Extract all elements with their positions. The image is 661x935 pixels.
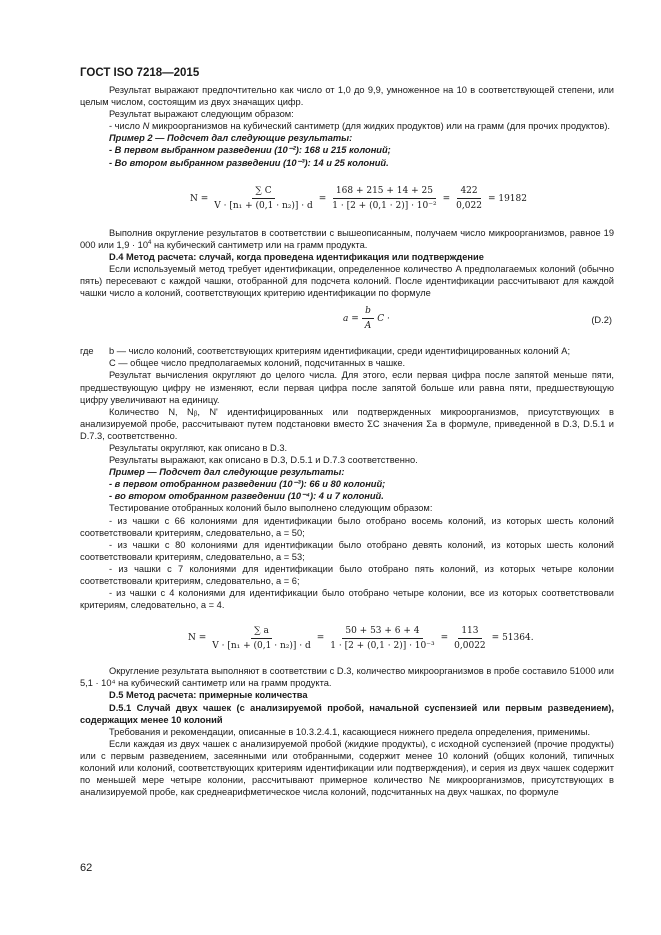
- paragraph: - из чашки с 66 колониями для идентификации было отобрано восемь колоний, из которых шесть колоний соответствовали критериям, следовательно, a = 50;: [80, 515, 614, 538]
- paragraph: Результат вычисления округляют до целого числа. Для этого, если первая цифра после запятой меньше пяти, предшествующую цифру не изменяют, если первая цифра после запятой больше или равна пяти, предшествующую цифру увеличивают на единицу.: [80, 370, 614, 405]
- exponent: 4: [148, 239, 152, 246]
- section-heading-d51: D.5.1 Случай двух чашек (с анализируемой пробой, начальной суспензией или первым разведением), содержащих менее 10 колоний: [80, 702, 614, 725]
- text-span: - число: [109, 121, 143, 132]
- formula-fraction: [329, 185, 439, 212]
- fraction-numerator: 113: [458, 625, 481, 639]
- document-header: ГОСТ ISO 7218—2015: [80, 67, 200, 79]
- text-span: Выполнив округление результатов в соответствии с вышеописанным, получаем число микроорганизмов, равное 19 000 или 1,9 · 10: [80, 227, 614, 250]
- fraction-numerator: 422: [457, 185, 480, 199]
- formula-fraction: [327, 625, 437, 652]
- example-title: Пример — Подсчет дал следующие результаты:: [109, 467, 345, 478]
- formula-lhs: N =: [188, 633, 207, 644]
- fraction-denominator: 0,022: [456, 201, 482, 212]
- fraction-denominator: V · [n₁ + (0,1 · n₂)] · d: [214, 201, 313, 212]
- paragraph: Тестирование отобранных колоний было выполнено следующим образом:: [109, 503, 433, 514]
- paragraph: Количество N, Nᵦ, N' идентифицированных или подтвержденных микроорганизмов, присутствующих в анализируемой пробе, рассчитывают путем подстановки вместо ΣC значения Σa в формуле, приведенной в D.3, D.5.1 и D.7.3, соответственно.: [80, 406, 614, 441]
- fraction-numerator: 168 + 215 + 14 + 25: [333, 185, 436, 199]
- paragraph: Результат выражают предпочтительно как число от 1,0 до 9,9, умноженное на 10 в соответствующей степени, или целым числом, состоящим из двух значащих цифр.: [80, 85, 614, 108]
- formula-result: = 19182: [487, 193, 527, 204]
- formula-fraction: [451, 625, 489, 652]
- fraction-denominator: 1 · [2 + (0,1 · 2)] · 10⁻³: [330, 640, 435, 651]
- paragraph: Если каждая из двух чашек с анализируемой пробой (жидкие продукты), с исходной суспензией (прочие продукты) или с первым разведением, засеянными или отобранными, содержит менее 10 колоний (общих колоний, типичных колоний или колоний, соответствующих критериям идентификации или подтверждения), и серия из двух чашек содержит по меньшей мере четыре колонии, рассчитывают примерное количество Nᴇ микроорганизмов, присутствующих в анализируемой пробе, как среднеарифметическое числа колоний, подсчитанных на двух чашках, по формуле: [80, 738, 614, 798]
- symbol-n: N: [142, 121, 150, 132]
- paragraph: Округление результата выполняют в соответствии с D.3, количество микроорганизмов в пробе составило 51000 или 5,1 · 10⁴ на кубический сантиметр или на грамм продукта.: [80, 666, 614, 689]
- formula-fraction: [362, 305, 375, 332]
- fraction-numerator: b: [362, 305, 374, 319]
- example-line: - во втором отобранном разведении (10⁻⁴): 4 и 7 колоний.: [109, 491, 384, 502]
- equation-number: (D.2): [591, 315, 612, 326]
- fraction-denominator: V · [n₁ + (0,1 · n₂)] · d: [212, 640, 311, 651]
- definition-b: b — число колоний, соответствующих критериям идентификации, среди идентифицированных колоний A;: [109, 346, 571, 357]
- section-heading-d4: D.4 Метод расчета: случай, когда проведена идентификация или подтверждение: [109, 251, 484, 262]
- fraction-denominator: 1 · [2 + (0,1 · 2)] · 10⁻²: [332, 201, 437, 212]
- section-heading-d5: D.5 Метод расчета: примерные количества: [109, 690, 308, 701]
- formula-fraction: [211, 185, 315, 212]
- example-line: - В первом выбранном разведении (10⁻²): 168 и 215 колоний;: [109, 145, 391, 156]
- example-line: - Во втором выбранном разведении (10⁻³): 14 и 25 колоний.: [109, 157, 389, 168]
- definition-c: C — общее число предполагаемых колоний, подсчитанных в чашке.: [109, 358, 406, 369]
- text-span: на кубический сантиметр или на грамм продукта.: [151, 239, 368, 250]
- where-label: где: [80, 346, 94, 357]
- text-span: микроорганизмов на кубический сантиметр (для жидких продуктов) или на грамм (для прочих продуктов).: [149, 121, 611, 132]
- formula-fraction: [209, 625, 313, 652]
- formula-d1-example: [190, 180, 614, 218]
- equals-sign: =: [440, 633, 449, 644]
- formula-d2: [80, 305, 614, 339]
- formula-d4-example: [188, 620, 614, 656]
- formula-tail: C ·: [377, 313, 390, 324]
- paragraph: Результаты округляют, как описано в D.3.: [109, 442, 288, 453]
- document-body: [80, 84, 614, 798]
- paragraph: - из чашки с 7 колониями для идентификации было отобрано пять колоний, из которых четыре колонии соответствовали критериям, следовательно, a = 6;: [80, 563, 614, 586]
- equals-sign: =: [318, 193, 327, 204]
- paragraph: - из чашки с 80 колониями для идентификации было отобрано девять колоний, из которых шесть колоний соответствовали критериям, следовательно, a = 53;: [80, 539, 614, 562]
- fraction-denominator: 0,0022: [454, 640, 486, 651]
- fraction-numerator: ∑ a: [251, 625, 272, 639]
- formula-result: = 51364.: [491, 633, 534, 644]
- example-title: Пример 2 — Подсчет дал следующие результаты:: [109, 133, 353, 144]
- paragraph: [80, 227, 614, 251]
- fraction-denominator: A: [364, 321, 372, 332]
- paragraph: [80, 120, 614, 132]
- paragraph: Если используемый метод требует идентификации, определенное количество A предполагаемых колоний (обычно пять) пересевают с каждой чашки, отобранной для подсчета колоний. После идентификации рассчитывают для каждой чашки число a колоний, соответствующих критерию идентификации по формуле: [80, 263, 614, 299]
- formula-lhs: N =: [190, 193, 209, 204]
- equals-sign: =: [316, 633, 325, 644]
- page-number: 62: [80, 862, 93, 874]
- equals-sign: =: [442, 193, 451, 204]
- formula-fraction: [453, 185, 485, 212]
- example-line: - в первом отобранном разведении (10⁻³): 66 и 80 колоний;: [109, 479, 386, 490]
- paragraph: Требования и рекомендации, описанные в 10.3.2.4.1, касающиеся нижнего предела определения, применимы.: [109, 726, 591, 737]
- paragraph: Результат выражают следующим образом:: [109, 109, 294, 120]
- definition-list: [80, 345, 614, 369]
- fraction-numerator: 50 + 53 + 6 + 4: [342, 625, 422, 639]
- paragraph: - из чашки с 4 колониями для идентификации было отобрано четыре колонии, все из которых соответствовали критериям, следовательно, a = 4.: [80, 588, 614, 611]
- formula-lhs: a =: [343, 313, 359, 324]
- fraction-numerator: ∑ C: [252, 185, 274, 199]
- paragraph: Результаты выражают, как описано в D.3, D.5.1 и D.7.3 соответственно.: [109, 455, 418, 466]
